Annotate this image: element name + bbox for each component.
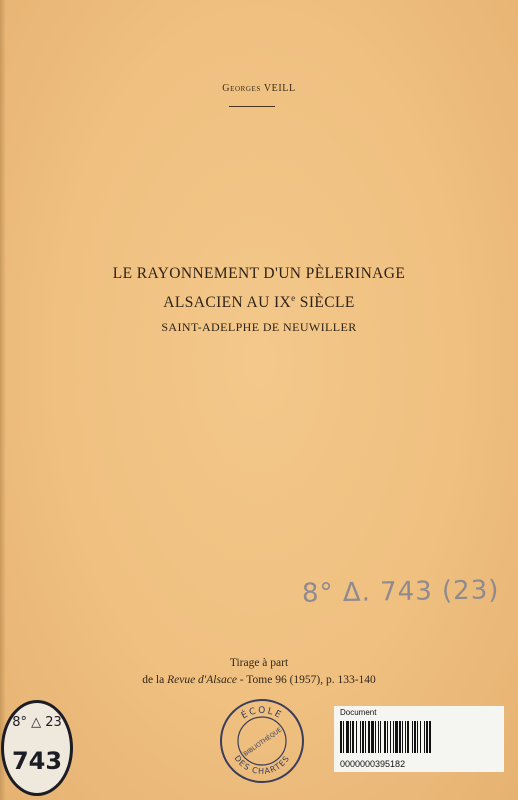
barcode-bars xyxy=(340,721,498,753)
offprint-note xyxy=(0,655,518,689)
barcode-number: 0000000395182 xyxy=(340,759,406,769)
call-number-stamp xyxy=(1,700,73,796)
offprint-details: - Tome 96 (1957), p. 133-140 xyxy=(236,674,376,686)
title-block xyxy=(0,262,518,338)
barcode-label xyxy=(334,706,504,772)
stamp-top-note: 8° △ 23 xyxy=(12,715,62,730)
title-line-2-main: ALSACIEN AU IX xyxy=(163,294,292,312)
title-line-2 xyxy=(0,286,518,315)
offprint-line-2 xyxy=(0,672,518,689)
subtitle: SAINT-ADELPHE DE NEUWILLER xyxy=(161,320,357,335)
pencil-shelfmark: 8° Δ. 743 (23) xyxy=(301,575,500,609)
offprint-line-1: Tirage à part xyxy=(229,657,289,669)
library-stamp xyxy=(218,697,306,785)
stamp-word-middle: BIBLIOTHÈQUE xyxy=(242,726,284,758)
stamp-number: 743 xyxy=(11,747,63,775)
author-divider xyxy=(229,106,275,107)
barcode-caption: Document xyxy=(340,708,377,717)
title-line-2-end: SIÈCLE xyxy=(295,294,355,312)
stamp-word-bottom: DES CHARTES xyxy=(232,753,292,776)
offprint-prefix: de la xyxy=(142,674,168,686)
journal-title: Revue d'Alsace xyxy=(167,674,237,686)
stamp-word-top: ÉCOLE xyxy=(239,705,285,722)
author-name: Georges VEILL xyxy=(222,83,296,94)
title-line-2-sup: e xyxy=(291,293,296,303)
title-line-1: LE RAYONNEMENT D'UN PÈLERINAGE xyxy=(112,265,406,282)
